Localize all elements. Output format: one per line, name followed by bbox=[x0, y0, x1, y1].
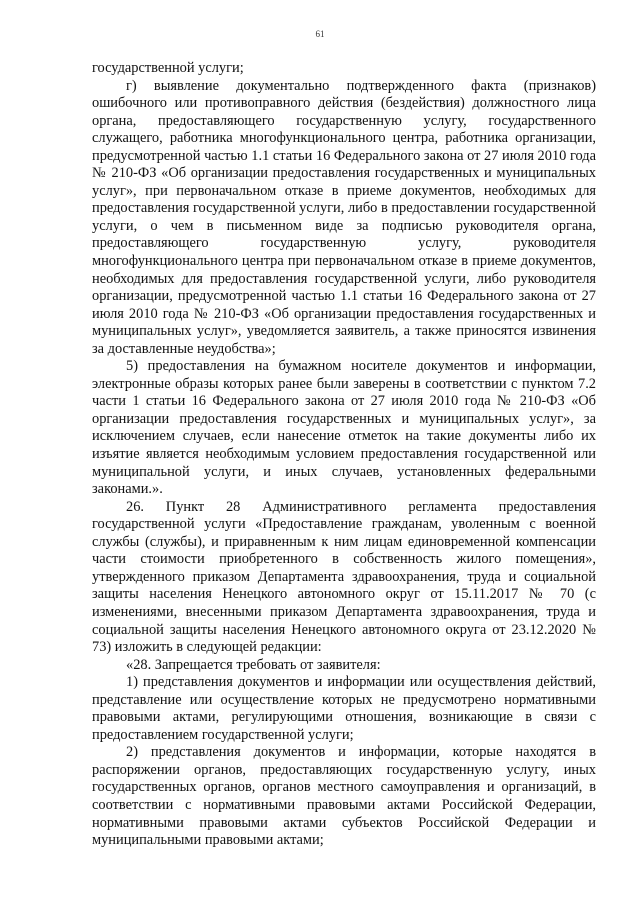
paragraph-point-26: 26. Пункт 28 Административного регламента предоставления государственной услуги «Предоставление гражданам, уволенным с военной службы (службы), и приравненным к ним лицам единовременной компенсации части стоимости приобретенного в собственность жилого помещения», утвержденного приказом Департамента здравоохранения, труда и социальной защиты населения Ненецкого автономного округ от 15.11.2017 № 70 (с изменениями, внесенными приказом Департамента здравоохранения, труда и социальной защиты населения Ненецкого автономного округа от 23.12.2020 № 73) изложить в следующей редакции: bbox=[92, 498, 596, 656]
paragraph-item-1: 1) представления документов и информации или осуществления действий, представление или осуществление которых не предусмотрено нормативными правовыми актами, регулирующими отношения, возникающие в связи с предоставлением государственной услуги; bbox=[92, 674, 596, 743]
paragraph-continuation: государственной услуги; bbox=[92, 60, 244, 76]
paragraph-item-g: г) выявление документально подтвержденного факта (признаков) ошибочного или противоправного действия (бездействия) должностного лица органа, предоставляющего государственную услугу, государственного служащего, работника многофункционального центра, работника организации, предусмотренной частью 1.1 статьи 16 Федерального закона от 27 июля 2010 года № 210-ФЗ «Об организации предоставления государственных и муниципальных услуг», при первоначальном отказе в приеме документов, необходимых для предоставления государственной услуги, либо в предоставлении государственной услуги, о чем в письменном виде за подписью руководителя органа, предоставляющего государственную услугу, руководителя многофункционального центра при первоначальном отказе в приеме документов, необходимых для предоставления государственной услуги, либо руководителя организации, предусмотренной частью 1.1 статьи 16 Федерального закона от 27 июля 2010 года № 210-ФЗ «Об организации предоставления государственных и муниципальных услуг», уведомляется заявитель, а также приносятся извинения за доставленные неудобства»; bbox=[92, 77, 596, 357]
paragraph-point-28-heading: «28. Запрещается требовать от заявителя: bbox=[126, 656, 381, 673]
paragraph-item-2: 2) представления документов и информации, которые находятся в распоряжении органов, предоставляющих государственную услугу, иных государственных органов, органов местного самоуправления и организаций, в соответствии с нормативными правовыми актами Российской Федерации, нормативными правовыми актами субъектов Российской Федерации и муниципальными правовыми актами; bbox=[92, 744, 596, 849]
page-number: 61 bbox=[315, 29, 325, 39]
document-body bbox=[92, 60, 596, 850]
paragraph-item-5: 5) предоставления на бумажном носителе документов и информации, электронные образы которых ранее были заверены в соответствии с пунктом 7.2 части 1 статьи 16 Федерального закона от 27 июля 2010 года № 210-ФЗ «Об организации предоставления государственных и муниципальных услуг», за исключением случаев, если нанесение отметок на такие документы либо их изъятие является необходимым условием предоставления государственной или муниципальной услуги, и иных случаев, установленных федеральными законами.». bbox=[92, 358, 596, 498]
